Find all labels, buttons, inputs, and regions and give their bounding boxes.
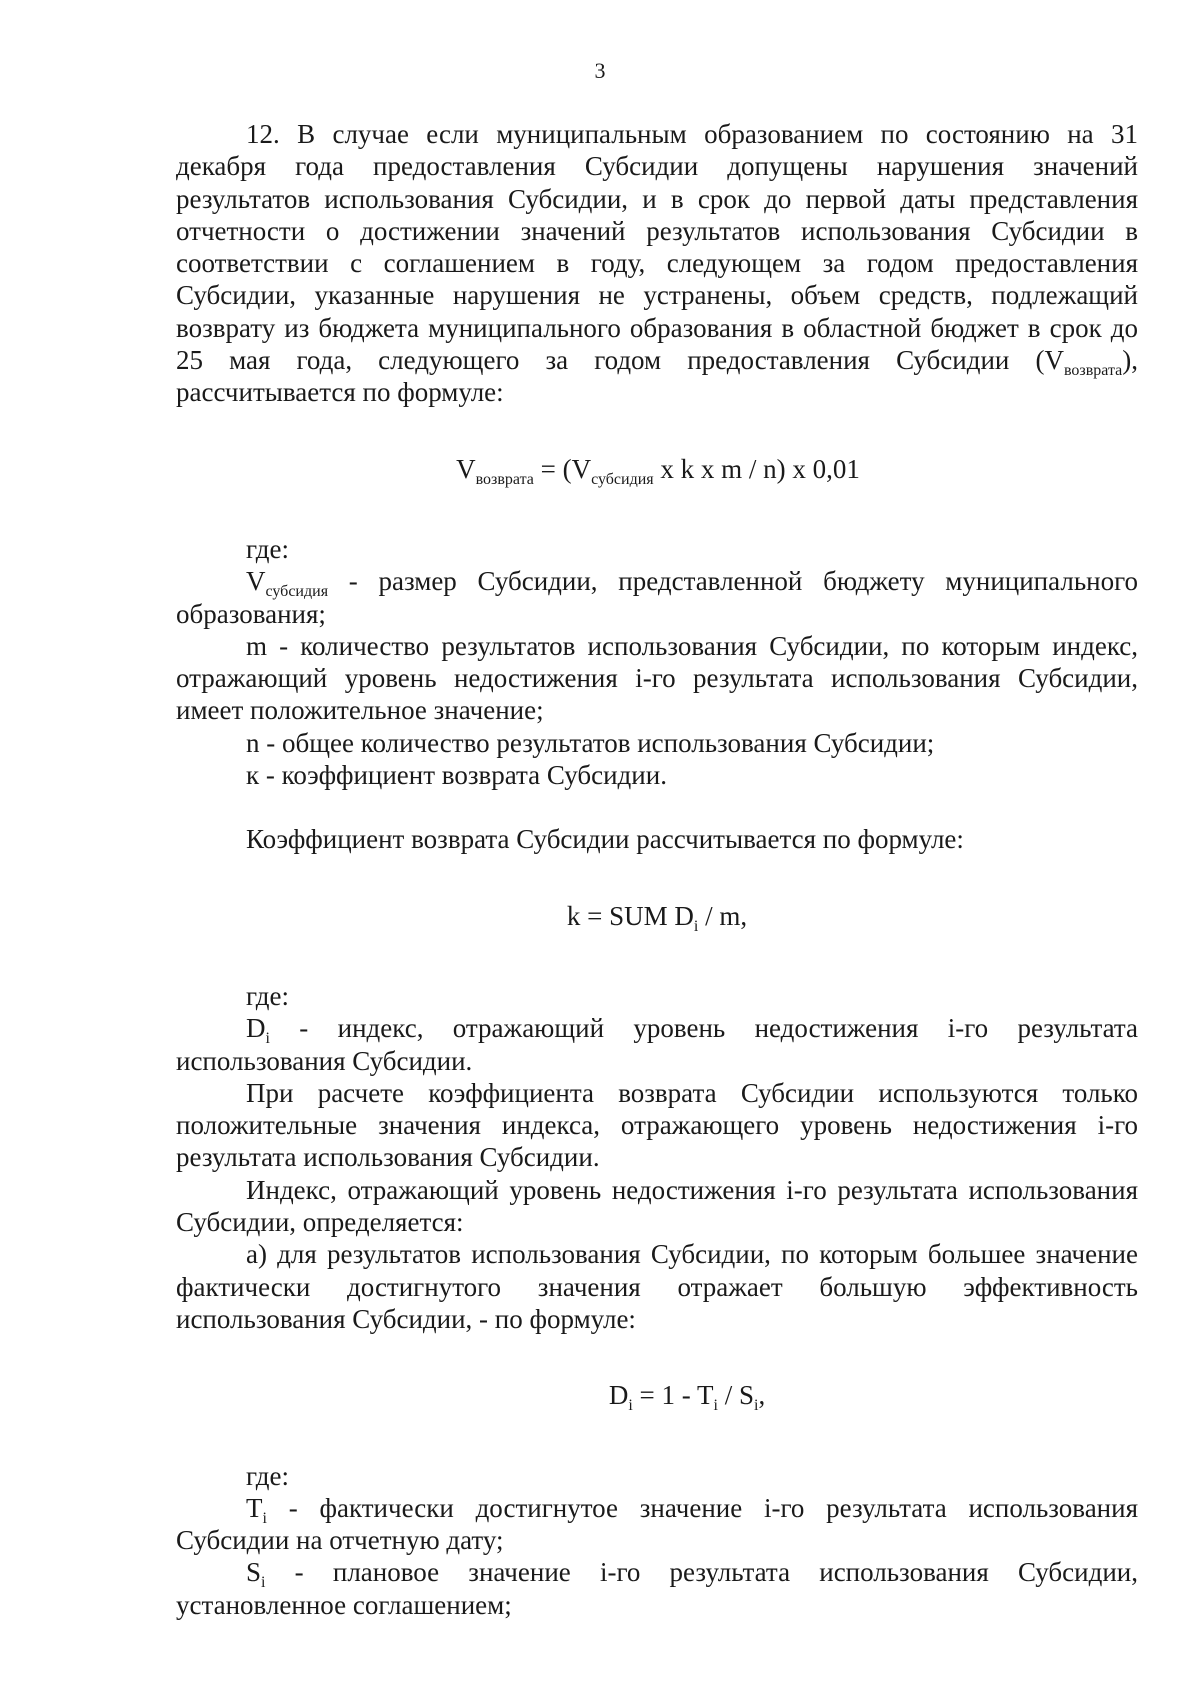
- definition-si-text: - плановое значение i-го результата использования Субсидии, установленное соглашением;: [176, 1557, 1138, 1620]
- definition-ti-text: - фактически достигнутое значение i-го результата использования Субсидии на отчетную дату;: [176, 1492, 1138, 1556]
- symbol-t: T: [246, 1492, 263, 1523]
- page-number: 3: [594, 58, 606, 83]
- formula2-head: k = SUM D: [566, 900, 694, 931]
- definition-di-text: - индекс, отражающий уровень недостижения i-го результата использования Субсидии.: [176, 1013, 1138, 1076]
- paragraph-a: а) для результатов использования Субсидии, по которым большее значение фактически достигнутого значения отражает большую эффективность использования Субсидии, - по формуле:: [176, 1239, 1138, 1334]
- formula3-t-sub: i: [713, 1397, 718, 1415]
- formula1-mid-sub: субсидия: [591, 470, 654, 488]
- formula3-slash: / S: [717, 1380, 754, 1411]
- symbol-s: S: [246, 1557, 262, 1588]
- paragraph-12: [176, 118, 1138, 409]
- symbol-t-sub: i: [262, 1509, 267, 1527]
- definition-si: [176, 1556, 1138, 1621]
- formula3-d-sub: i: [628, 1397, 633, 1415]
- document-body: [176, 118, 1138, 1621]
- formula-di: [176, 1379, 1138, 1415]
- paragraph-12-text: 12. В случае если муниципальным образованием по состоянию на 31 декабря года предоставления Субсидии допущены нарушения значений результатов использования Субсидии, и в срок до первой даты представления отчетности о достижении значений результатов использования Субсидии в соответствии с соглашением в году, следующем за годом предоставления Субсидии, указанные нарушения не устранены, объем средств, подлежащий возврату из бюджета муниципального образования в областной бюджет в срок до 25 мая года, следующего за годом предоставления Субсидии (V: [176, 119, 1138, 376]
- symbol-v-sub: субсидия: [265, 583, 329, 601]
- formula1-mid: = (V: [533, 453, 592, 484]
- spacer: [176, 791, 1138, 823]
- paragraph-index-defined: Индекс, отражающий уровень недостижения i-го результата использования Субсидии, определяется:: [176, 1174, 1138, 1238]
- paragraph-positive-values: При расчете коэффициента возврата Субсидии используются только положительные значения индекса, отражающего уровень недостижения i-го результата использования Субсидии.: [176, 1077, 1138, 1173]
- definition-ti: [176, 1492, 1138, 1557]
- where-label-1: где:: [246, 533, 289, 564]
- paragraph-12-end: ), рассчитывается по формуле:: [176, 345, 1138, 408]
- definition-v-text: - размер Субсидии, представленной бюджету муниципального образования;: [176, 566, 1138, 629]
- symbol-d-sub: i: [265, 1030, 270, 1048]
- formula1-v-sub: возврата: [475, 470, 534, 488]
- symbol-v: V: [246, 566, 266, 597]
- formula1-tail: x k x m / n) x 0,01: [653, 453, 860, 484]
- symbol-d: D: [246, 1013, 266, 1044]
- where-label-2: где:: [246, 980, 289, 1011]
- formula-k: [176, 900, 1138, 935]
- formula3-d: D: [608, 1380, 629, 1411]
- definition-m: m - количество результатов использования Субсидии, по которым индекс, отражающий уровень недостижения i-го результата использования Субсидии, имеет положительное значение;: [176, 630, 1138, 726]
- formula2-tail: / m,: [698, 900, 748, 931]
- formula-v-vozvrata: [176, 453, 1138, 488]
- formula3-mid: = 1 - T: [632, 1380, 714, 1411]
- definition-n: n - общее количество результатов использования Субсидии;: [246, 727, 935, 758]
- where-label-3: где:: [246, 1460, 289, 1491]
- subscript-vozvrata: возврата: [1063, 362, 1123, 380]
- formula1-v: V: [456, 453, 476, 484]
- coefficient-intro: Коэффициент возврата Субсидии рассчитывается по формуле:: [246, 824, 964, 855]
- definition-di: [176, 1012, 1138, 1077]
- formula3-s-sub: i: [753, 1397, 759, 1415]
- definition-v-subsidiya: [176, 565, 1138, 630]
- formula2-sub: i: [693, 917, 699, 935]
- definition-k: к - коэффициент возврата Субсидии.: [246, 760, 667, 791]
- formula3-tail: ,: [758, 1380, 766, 1411]
- symbol-s-sub: i: [261, 1574, 266, 1592]
